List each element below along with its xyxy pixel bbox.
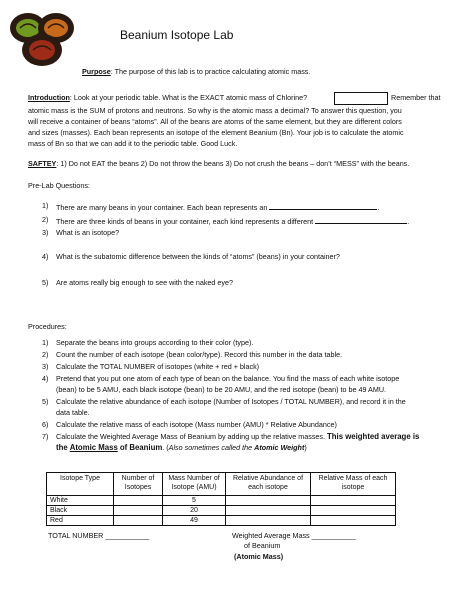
table-cell: Red (47, 516, 114, 526)
data-table (46, 472, 396, 526)
intro-line-2: atomic mass is the SUM of protons and neutrons. So why is the atomic mass a decimal? To answer this question, you (28, 106, 402, 115)
table-row (47, 506, 396, 516)
table-header: Mass Number of Isotope (AMU) (163, 473, 226, 496)
weighted-average-line (232, 531, 356, 541)
safety-line (28, 159, 409, 170)
table-header: Number of Isotopes (114, 473, 163, 496)
prelab-number: 3) (42, 228, 49, 237)
prelab-question-3: What is an isotope? (56, 228, 120, 237)
procedures-heading: Procedures: (28, 322, 67, 331)
weighted-average-label: Weighted Average Mass (232, 531, 310, 540)
prelab-number: 4) (42, 252, 49, 261)
procedure-number: 4) (42, 374, 49, 383)
table-cell: Black (47, 506, 114, 516)
intro-line-4: and sizes (masses). Each bean represents an isotope of the element Beanium (Bn). Your job is to calculate the atomic (28, 128, 404, 137)
table-cell[interactable] (226, 516, 311, 526)
table-header: Relative Abundance of each isotope (226, 473, 311, 496)
table-cell: 20 (163, 506, 226, 516)
prelab-question-text: There are many beans in your container. Each bean represents an (56, 203, 268, 212)
table-cell: 5 (163, 496, 226, 506)
answer-blank[interactable] (269, 201, 380, 212)
procedure-step-4a: Pretend that you put one atom of each type of bean on the balance. You find the mass of each white isotope (56, 374, 400, 383)
procedure-step-1: Separate the beans into groups according to their color (type). (56, 338, 254, 347)
table-cell: White (47, 496, 114, 506)
prelab-heading: Pre-Lab Questions: (28, 181, 90, 190)
procedure-step-3: Calculate the TOTAL NUMBER of isotopes (white + red + black) (56, 362, 260, 371)
procedure-number: 2) (42, 350, 49, 359)
procedure-step-2: Count the number of each isotope (bean color/type). Record this number in the data table. (56, 350, 343, 359)
prelab-number: 1) (42, 201, 49, 210)
procedure-number: 6) (42, 420, 49, 429)
table-cell[interactable] (114, 516, 163, 526)
safety-text: : 1) Do not EAT the beans 2) Do not throw the beans 3) Do not crush the beans – don’t “MESS” with the beans. (56, 159, 410, 168)
prelab-question-text: There are three kinds of beans in your container, each kind represents a different (56, 217, 314, 226)
prelab-question-tail: . (377, 203, 380, 212)
table-cell[interactable] (114, 506, 163, 516)
intro-label: Introduction (28, 93, 70, 102)
table-cell: 49 (163, 516, 226, 526)
weighted-average-sub: of Beanium (244, 541, 281, 550)
prelab-question-1 (56, 201, 379, 214)
table-row (47, 496, 396, 506)
purpose-line (82, 67, 310, 78)
chlorine-mass-answer-box[interactable] (334, 92, 388, 105)
page-title: Beanium Isotope Lab (120, 28, 234, 42)
prelab-question-tail: . (407, 217, 410, 226)
safety-label: SAFTEY (28, 159, 57, 168)
procedure-step-5a: Calculate the relative abundance of each isotope (Number of Isotopes / TOTAL NUMBER), and record it in the (56, 397, 406, 406)
table-row (47, 516, 396, 526)
procedure-step-6: Calculate the relative mass of each isotope (Mass number (AMU) * Relative Abundance) (56, 420, 337, 429)
procedure-step-7-bold: This weighted average is (327, 432, 420, 441)
prelab-number: 5) (42, 278, 49, 287)
table-cell[interactable] (311, 516, 396, 526)
procedure-step-7b: the Atomic Mass of Beanium. (Also sometimes called the Atomic Weight) (56, 443, 307, 452)
table-header: Relative Mass of each isotope (311, 473, 396, 496)
intro-line-3: will receive a container of beans “atoms”. All of the beans are atoms of the same element, but they are different colors (28, 117, 402, 126)
procedure-number: 7) (42, 432, 49, 441)
table-cell[interactable] (226, 506, 311, 516)
total-number-blank[interactable]: ___________ (105, 531, 150, 540)
procedure-step-7a (56, 432, 419, 443)
procedure-number: 3) (42, 362, 49, 371)
intro-line-1-end: Remember that (391, 93, 441, 102)
atomic-weight-term: Atomic Weight (254, 443, 305, 452)
intro-line-1-text: : Look at your periodic table. What is the EXACT atomic mass of Chlorine? (69, 93, 308, 102)
procedure-number: 5) (42, 397, 49, 406)
table-header-row (47, 473, 396, 496)
procedure-number: 1) (42, 338, 49, 347)
intro-line-1 (28, 93, 307, 104)
prelab-question-2 (56, 215, 409, 228)
atomic-mass-label: (Atomic Mass) (234, 552, 284, 561)
table-cell[interactable] (226, 496, 311, 506)
purpose-text: : The purpose of this lab is to practice calculating atomic mass. (110, 67, 311, 76)
table-header: Isotope Type (47, 473, 114, 496)
purpose-label: Purpose (82, 67, 111, 76)
prelab-number: 2) (42, 215, 49, 224)
beans-logo-icon (8, 6, 76, 68)
weighted-average-blank[interactable]: ___________ (311, 531, 356, 540)
table-cell[interactable] (114, 496, 163, 506)
atomic-mass-term: Atomic Mass (69, 443, 118, 452)
intro-line-5: mass of Bn so that we can add it to the periodic table. Good Luck. (28, 139, 238, 148)
table-cell[interactable] (311, 496, 396, 506)
answer-blank[interactable] (315, 215, 410, 226)
procedure-step-7-text: Calculate the Weighted Average Mass of Beanium by adding up the relative masses. (56, 432, 326, 441)
total-number-line (48, 531, 149, 541)
prelab-question-5: Are atoms really big enough to see with the naked eye? (56, 278, 234, 287)
total-number-label: TOTAL NUMBER (48, 531, 104, 540)
procedure-step-4b: (bean) to be 5 AMU, each black isotope (bean) to be 20 AMU, and the red isotope (bean) to be 49 AMU. (56, 385, 387, 394)
procedure-step-5b: data table. (56, 408, 90, 417)
table-cell[interactable] (311, 506, 396, 516)
prelab-question-4: What is the subatomic difference between the kinds of “atoms” (beans) in your container? (56, 252, 340, 261)
